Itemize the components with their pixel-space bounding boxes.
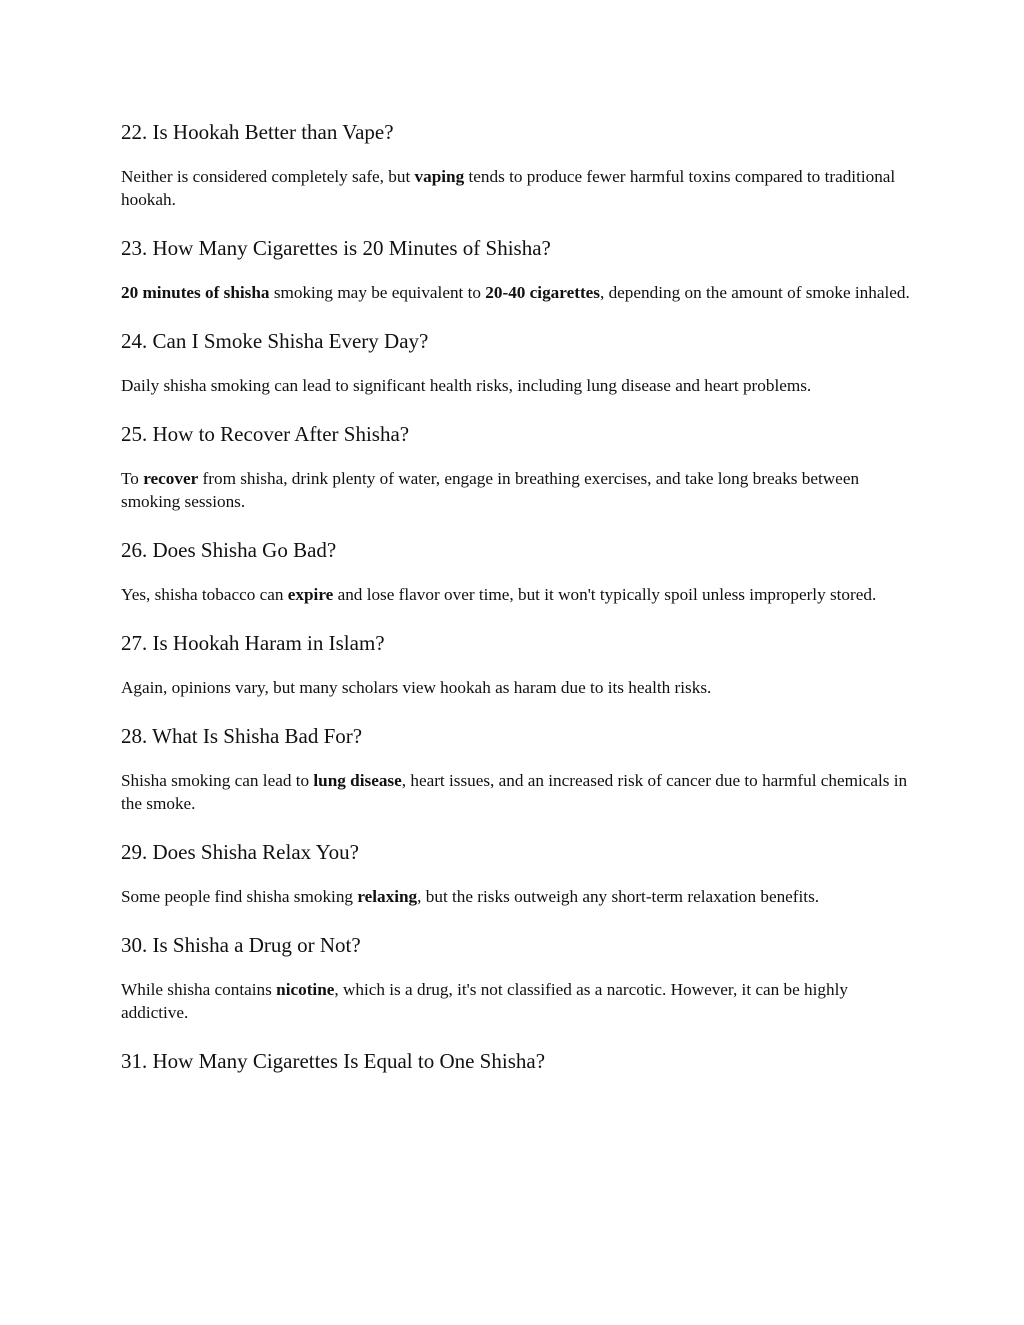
answer-text: Again, opinions vary, but many scholars view hookah as haram due to its health risks.	[121, 678, 712, 697]
faq-question-heading: 22. Is Hookah Better than Vape?	[121, 120, 394, 144]
faq-question-heading: 26. Does Shisha Go Bad?	[121, 538, 337, 562]
answer-text: , depending on the amount of smoke inhaled.	[599, 283, 910, 302]
answer-text: , heart issues, and an increased risk of cancer due to harmful chemicals in the smoke.	[121, 771, 908, 813]
faq-answer-paragraph	[121, 676, 911, 699]
answer-text: and lose flavor over time, but it won't typically spoil unless improperly stored.	[333, 585, 877, 604]
faq-answer-paragraph	[121, 769, 911, 815]
answer-text: tends to produce fewer harmful toxins compared to traditional hookah.	[121, 167, 896, 209]
faq-list	[121, 118, 911, 1075]
faq-item	[121, 327, 911, 397]
answer-text: , but the risks outweigh any short-term relaxation benefits.	[417, 887, 820, 906]
answer-text: Daily shisha smoking can lead to significant health risks, including lung disease and heart problems.	[121, 376, 812, 395]
faq-answer-paragraph	[121, 374, 911, 397]
answer-emphasis: 20-40 cigarettes	[485, 283, 600, 302]
answer-text: Neither is considered completely safe, but	[121, 167, 415, 186]
answer-text: from shisha, drink plenty of water, engage in breathing exercises, and take long breaks between smoking sessions.	[121, 469, 860, 511]
faq-question-heading: 27. Is Hookah Haram in Islam?	[121, 631, 385, 655]
faq-answer-paragraph	[121, 978, 911, 1024]
faq-item	[121, 420, 911, 513]
document-page	[121, 118, 911, 1094]
faq-answer-paragraph	[121, 583, 911, 606]
answer-text: To	[121, 469, 144, 488]
faq-question-heading: 23. How Many Cigarettes is 20 Minutes of Shisha?	[121, 236, 551, 260]
answer-emphasis: relaxing	[357, 887, 418, 906]
faq-question-heading: 25. How to Recover After Shisha?	[121, 422, 410, 446]
faq-item	[121, 629, 911, 699]
faq-item	[121, 118, 911, 211]
faq-question-heading: 28. What Is Shisha Bad For?	[121, 724, 363, 748]
faq-answer-paragraph	[121, 281, 911, 304]
answer-emphasis: vaping	[414, 167, 465, 186]
faq-question-heading: 29. Does Shisha Relax You?	[121, 840, 360, 864]
answer-emphasis: nicotine	[276, 980, 335, 999]
faq-question-heading: 31. How Many Cigarettes Is Equal to One Shisha?	[121, 1049, 546, 1073]
answer-text: Shisha smoking can lead to	[121, 771, 314, 790]
faq-question-heading: 30. Is Shisha a Drug or Not?	[121, 933, 361, 957]
answer-text: Yes, shisha tobacco can	[121, 585, 288, 604]
faq-answer-paragraph	[121, 467, 911, 513]
answer-emphasis: 20 minutes of shisha	[121, 283, 270, 302]
faq-answer-paragraph	[121, 885, 911, 908]
faq-item	[121, 234, 911, 304]
faq-item	[121, 536, 911, 606]
answer-text: , which is a drug, it's not classified as a narcotic. However, it can be highly addictive.	[121, 980, 848, 1022]
faq-question-heading: 24. Can I Smoke Shisha Every Day?	[121, 329, 429, 353]
answer-emphasis: recover	[143, 469, 199, 488]
answer-text: While shisha contains	[121, 980, 277, 999]
faq-item	[121, 722, 911, 815]
faq-item	[121, 931, 911, 1024]
faq-answer-paragraph	[121, 165, 911, 211]
answer-text: smoking may be equivalent to	[269, 283, 486, 302]
answer-emphasis: lung disease	[313, 771, 402, 790]
faq-item	[121, 838, 911, 908]
faq-item	[121, 1047, 911, 1075]
answer-text: Some people find shisha smoking	[121, 887, 358, 906]
answer-emphasis: expire	[287, 585, 334, 604]
